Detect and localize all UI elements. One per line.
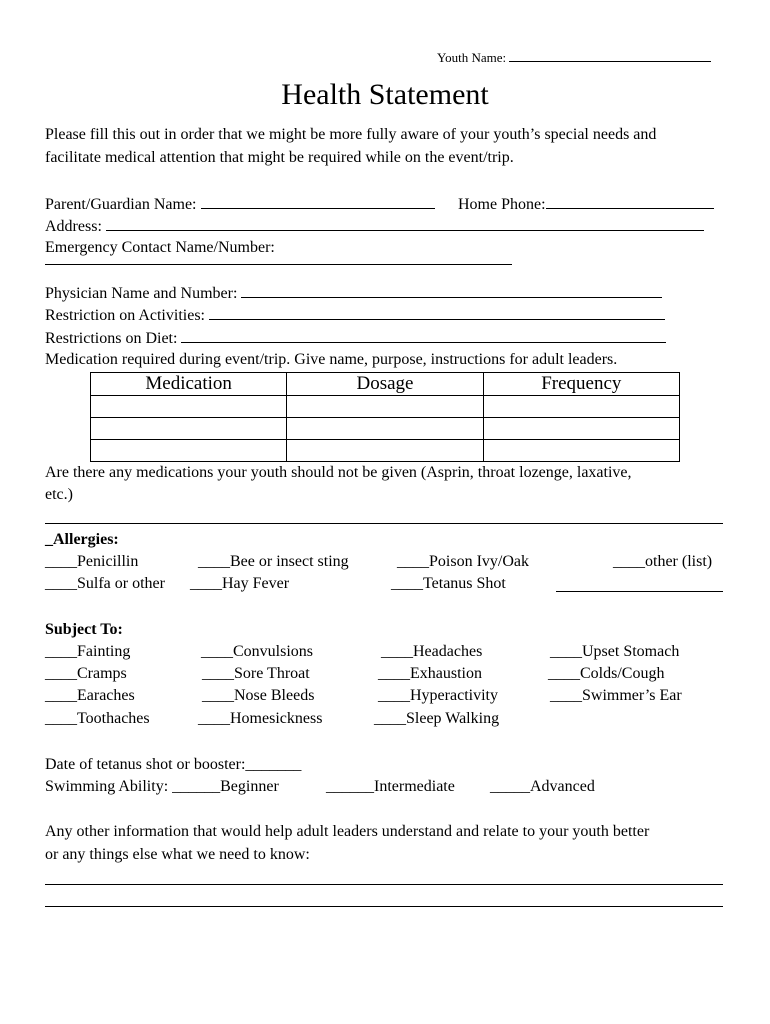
not-given-blank[interactable] — [45, 523, 723, 524]
not-given-line-2: etc.) — [45, 486, 73, 503]
other-info-line-2: or any things else what we need to know: — [45, 846, 310, 863]
subject-fainting[interactable]: ____Fainting — [45, 643, 131, 660]
table-cell[interactable] — [91, 396, 287, 418]
restrictions-diet-label: Restrictions on Diet: — [45, 330, 178, 347]
address-blank[interactable] — [106, 217, 704, 231]
address-field[interactable] — [45, 217, 704, 236]
home-phone-label: Home Phone: — [458, 196, 546, 213]
parent-name-label: Parent/Guardian Name: — [45, 196, 197, 213]
emergency-contact-blank[interactable] — [45, 264, 512, 265]
table-cell[interactable] — [483, 396, 679, 418]
tetanus-date-field[interactable]: Date of tetanus shot or booster:_______ — [45, 756, 302, 773]
swimming-advanced[interactable]: _____Advanced — [490, 778, 595, 795]
subject-hyperactivity[interactable]: ____Hyperactivity — [378, 687, 498, 704]
other-info-line-1: Any other information that would help adult leaders understand and relate to your youth better — [45, 823, 650, 840]
medication-table — [90, 372, 680, 462]
subject-nose-bleeds[interactable]: ____Nose Bleeds — [202, 687, 315, 704]
not-given-line-1: Are there any medications your youth should not be given (Asprin, throat lozenge, laxative, — [45, 464, 632, 481]
subject-convulsions[interactable]: ____Convulsions — [201, 643, 314, 660]
emergency-contact-label: Emergency Contact Name/Number: — [45, 239, 275, 256]
allergy-penicillin[interactable]: ____Penicillin — [45, 553, 139, 570]
home-phone-blank[interactable] — [546, 195, 714, 209]
table-row — [91, 418, 680, 440]
subject-sore-throat[interactable]: ____Sore Throat — [202, 665, 310, 682]
other-info-blank-1[interactable] — [45, 884, 723, 885]
dosage-header: Dosage — [287, 373, 483, 396]
table-cell[interactable] — [91, 440, 287, 462]
other-info-blank-2[interactable] — [45, 906, 723, 907]
subject-headaches[interactable]: ____Headaches — [381, 643, 483, 660]
table-row — [91, 440, 680, 462]
table-cell[interactable] — [287, 440, 483, 462]
allergy-bee-sting[interactable]: ____Bee or insect sting — [198, 553, 349, 570]
subject-colds-cough[interactable]: ____Colds/Cough — [548, 665, 665, 682]
subject-toothaches[interactable]: ____Toothaches — [45, 710, 150, 727]
restriction-activities-label: Restriction on Activities: — [45, 307, 205, 324]
subject-earaches[interactable]: ____Earaches — [45, 687, 135, 704]
address-label: Address: — [45, 218, 102, 235]
page-title: Health Statement — [281, 78, 489, 111]
table-cell[interactable] — [483, 418, 679, 440]
restrictions-diet-blank[interactable] — [181, 329, 666, 343]
allergies-heading: _Allergies: — [45, 531, 119, 548]
table-cell[interactable] — [287, 396, 483, 418]
subject-swimmers-ear[interactable]: ____Swimmer’s Ear — [550, 687, 682, 704]
restriction-activities-blank[interactable] — [209, 306, 665, 320]
restrictions-diet-field[interactable] — [45, 329, 666, 348]
subject-cramps[interactable]: ____Cramps — [45, 665, 127, 682]
youth-name-label: Youth Name: — [437, 50, 507, 65]
frequency-header: Frequency — [483, 373, 679, 396]
physician-blank[interactable] — [241, 284, 662, 298]
table-cell[interactable] — [483, 440, 679, 462]
physician-field[interactable] — [45, 284, 662, 303]
table-cell[interactable] — [91, 418, 287, 440]
allergy-sulfa[interactable]: ____Sulfa or other — [45, 575, 165, 592]
allergy-tetanus[interactable]: ____Tetanus Shot — [391, 575, 506, 592]
intro-line-2: facilitate medical attention that might be required while on the event/trip. — [45, 149, 514, 166]
physician-label: Physician Name and Number: — [45, 285, 238, 302]
allergy-hay-fever[interactable]: ____Hay Fever — [190, 575, 290, 592]
allergy-other-list-blank[interactable] — [556, 591, 723, 592]
subject-to-heading: Subject To: — [45, 621, 123, 638]
restriction-activities-field[interactable] — [45, 306, 665, 325]
youth-name-blank[interactable] — [509, 48, 711, 62]
allergy-poison-ivy[interactable]: ____Poison Ivy/Oak — [397, 553, 529, 570]
parent-name-field[interactable] — [45, 195, 435, 214]
youth-name-field[interactable] — [437, 48, 711, 66]
medication-header: Medication — [91, 373, 287, 396]
parent-name-blank[interactable] — [201, 195, 435, 209]
subject-upset-stomach[interactable]: ____Upset Stomach — [550, 643, 680, 660]
subject-homesickness[interactable]: ____Homesickness — [198, 710, 323, 727]
intro-line-1: Please fill this out in order that we might be more fully aware of your youth’s special needs and — [45, 126, 657, 143]
swimming-beginner[interactable]: Swimming Ability: ______Beginner — [45, 778, 279, 795]
allergy-other[interactable]: ____other (list) — [613, 553, 713, 570]
subject-sleep-walking[interactable]: ____Sleep Walking — [374, 710, 500, 727]
medication-table-header — [91, 373, 680, 396]
medication-required-text: Medication required during event/trip. Give name, purpose, instructions for adult leaders. — [45, 351, 618, 368]
table-cell[interactable] — [287, 418, 483, 440]
subject-exhaustion[interactable]: ____Exhaustion — [378, 665, 482, 682]
swimming-intermediate[interactable]: ______Intermediate — [326, 778, 455, 795]
table-row — [91, 396, 680, 418]
home-phone-field[interactable] — [458, 195, 714, 214]
